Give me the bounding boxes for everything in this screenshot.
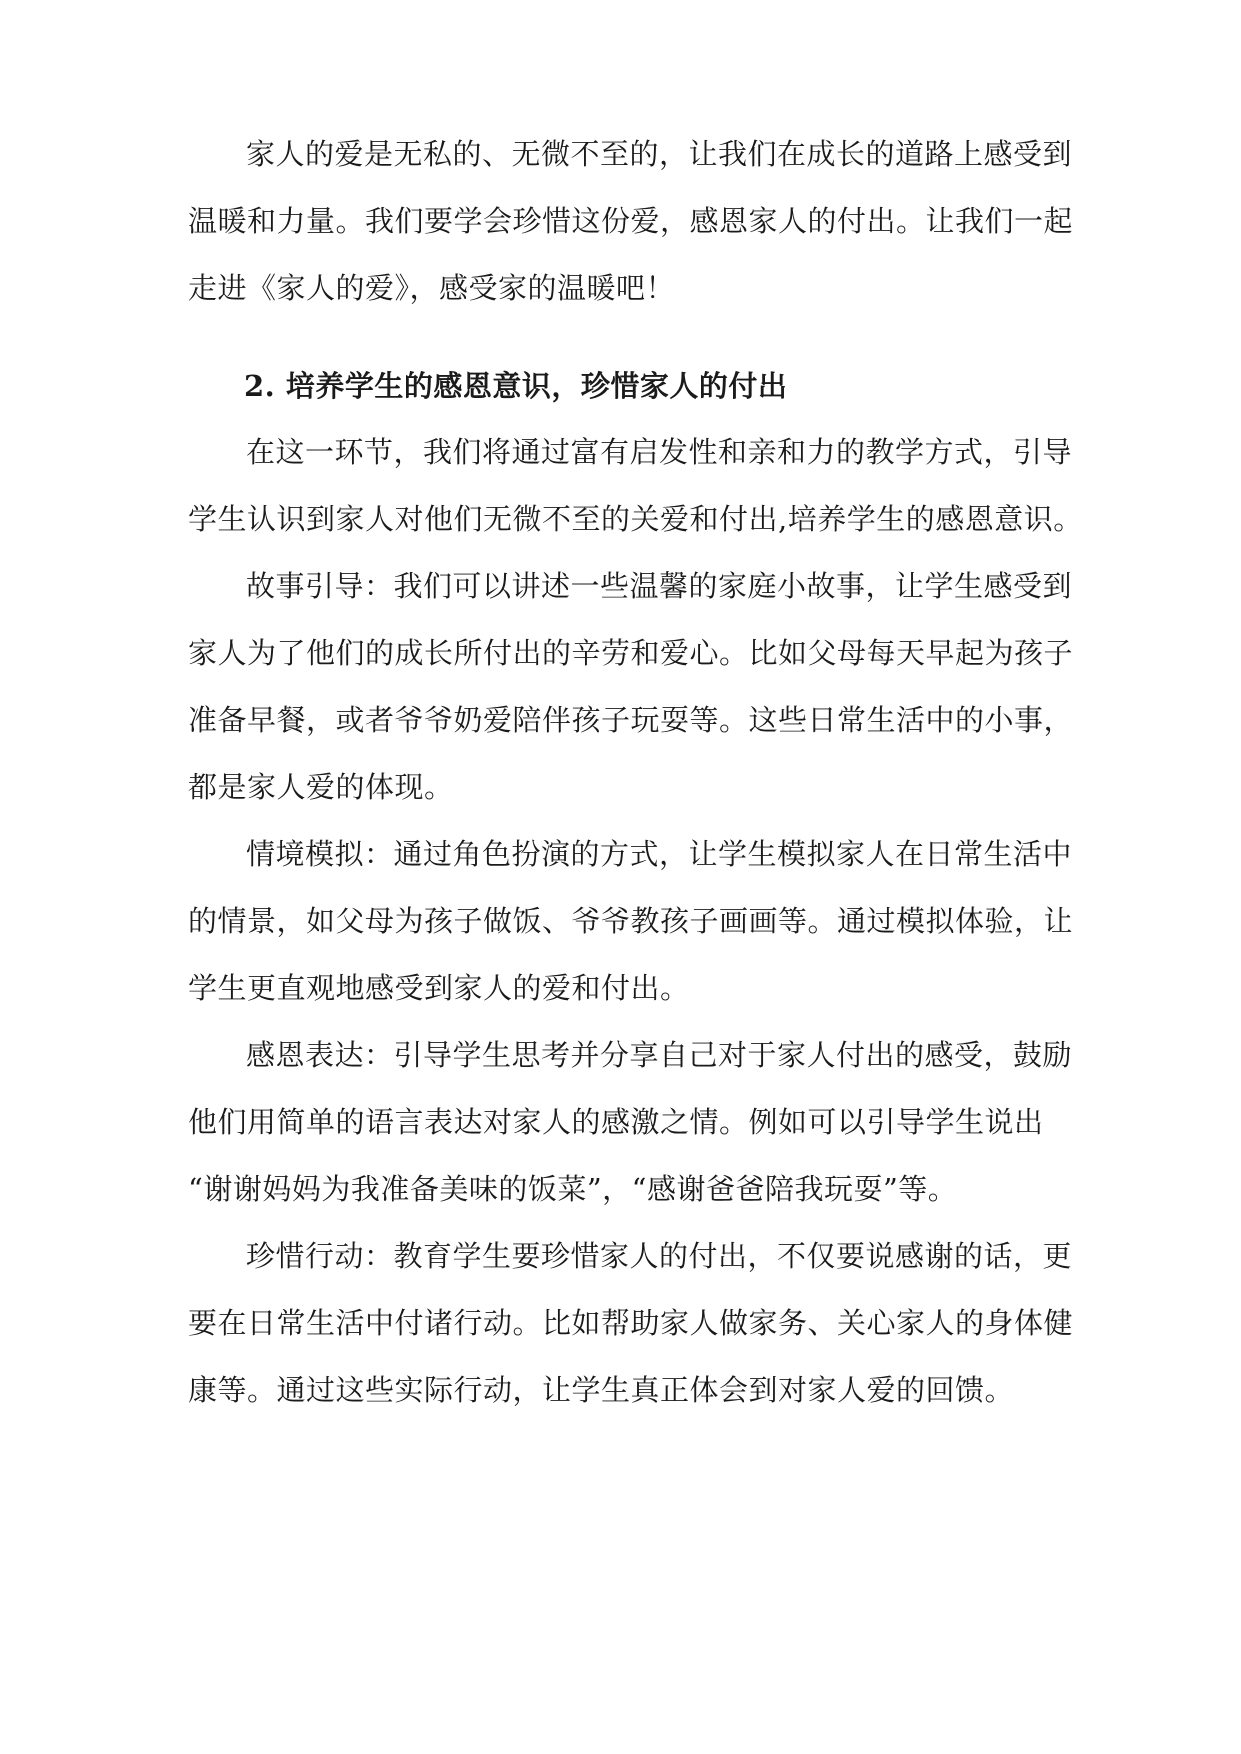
paragraph-2-line-2: 学生认识到家人对他们无微不至的关爱和付出,培养学生的感恩意识。 xyxy=(188,502,1083,536)
paragraph-5-line-1: 感恩表达：引导学生思考并分享自己对于家人付出的感受，鼓励 xyxy=(246,1038,1073,1072)
paragraph-4-line-1: 情境模拟：通过角色扮演的方式，让学生模拟家人在日常生活中 xyxy=(246,837,1073,871)
paragraph-3-line-3: 准备早餐，或者爷爷奶爱陪伴孩子玩耍等。这些日常生活中的小事， xyxy=(188,703,1074,737)
paragraph-5-line-3: “谢谢妈妈为我准备美味的饭菜”，“感谢爸爸陪我玩耍”等。 xyxy=(188,1172,958,1206)
paragraph-6-line-2: 要在日常生活中付诸行动。比如帮助家人做家务、关心家人的身体健 xyxy=(188,1306,1074,1340)
paragraph-5-line-2: 他们用简单的语言表达对家人的感激之情。例如可以引导学生说出 xyxy=(188,1105,1044,1139)
paragraph-3-line-4: 都是家人爱的体现。 xyxy=(188,770,454,804)
paragraph-1-line-2: 温暖和力量。我们要学会珍惜这份爱，感恩家人的付出。让我们一起 xyxy=(188,204,1074,238)
section-heading: 2. 培养学生的感恩意识，珍惜家人的付出 xyxy=(244,369,788,403)
paragraph-2-line-1: 在这一环节，我们将通过富有启发性和亲和力的教学方式，引导 xyxy=(246,435,1073,469)
paragraph-6-line-3: 康等。通过这些实际行动，让学生真正体会到对家人爱的回馈。 xyxy=(188,1373,1015,1407)
paragraph-4-line-2: 的情景，如父母为孩子做饭、爷爷教孩子画画等。通过模拟体验，让 xyxy=(188,904,1074,938)
paragraph-6-line-1: 珍惜行动：教育学生要珍惜家人的付出，不仅要说感谢的话，更 xyxy=(246,1239,1073,1273)
paragraph-3-line-1: 故事引导：我们可以讲述一些温馨的家庭小故事，让学生感受到 xyxy=(246,569,1073,603)
paragraph-1-line-3: 走进《家人的爱》，感受家的温暖吧！ xyxy=(188,271,676,305)
paragraph-1-line-1: 家人的爱是无私的、无微不至的，让我们在成长的道路上感受到 xyxy=(246,137,1073,171)
paragraph-3-line-2: 家人为了他们的成长所付出的辛劳和爱心。比如父母每天早起为孩子 xyxy=(188,636,1074,670)
paragraph-4-line-3: 学生更直观地感受到家人的爱和付出。 xyxy=(188,971,690,1005)
